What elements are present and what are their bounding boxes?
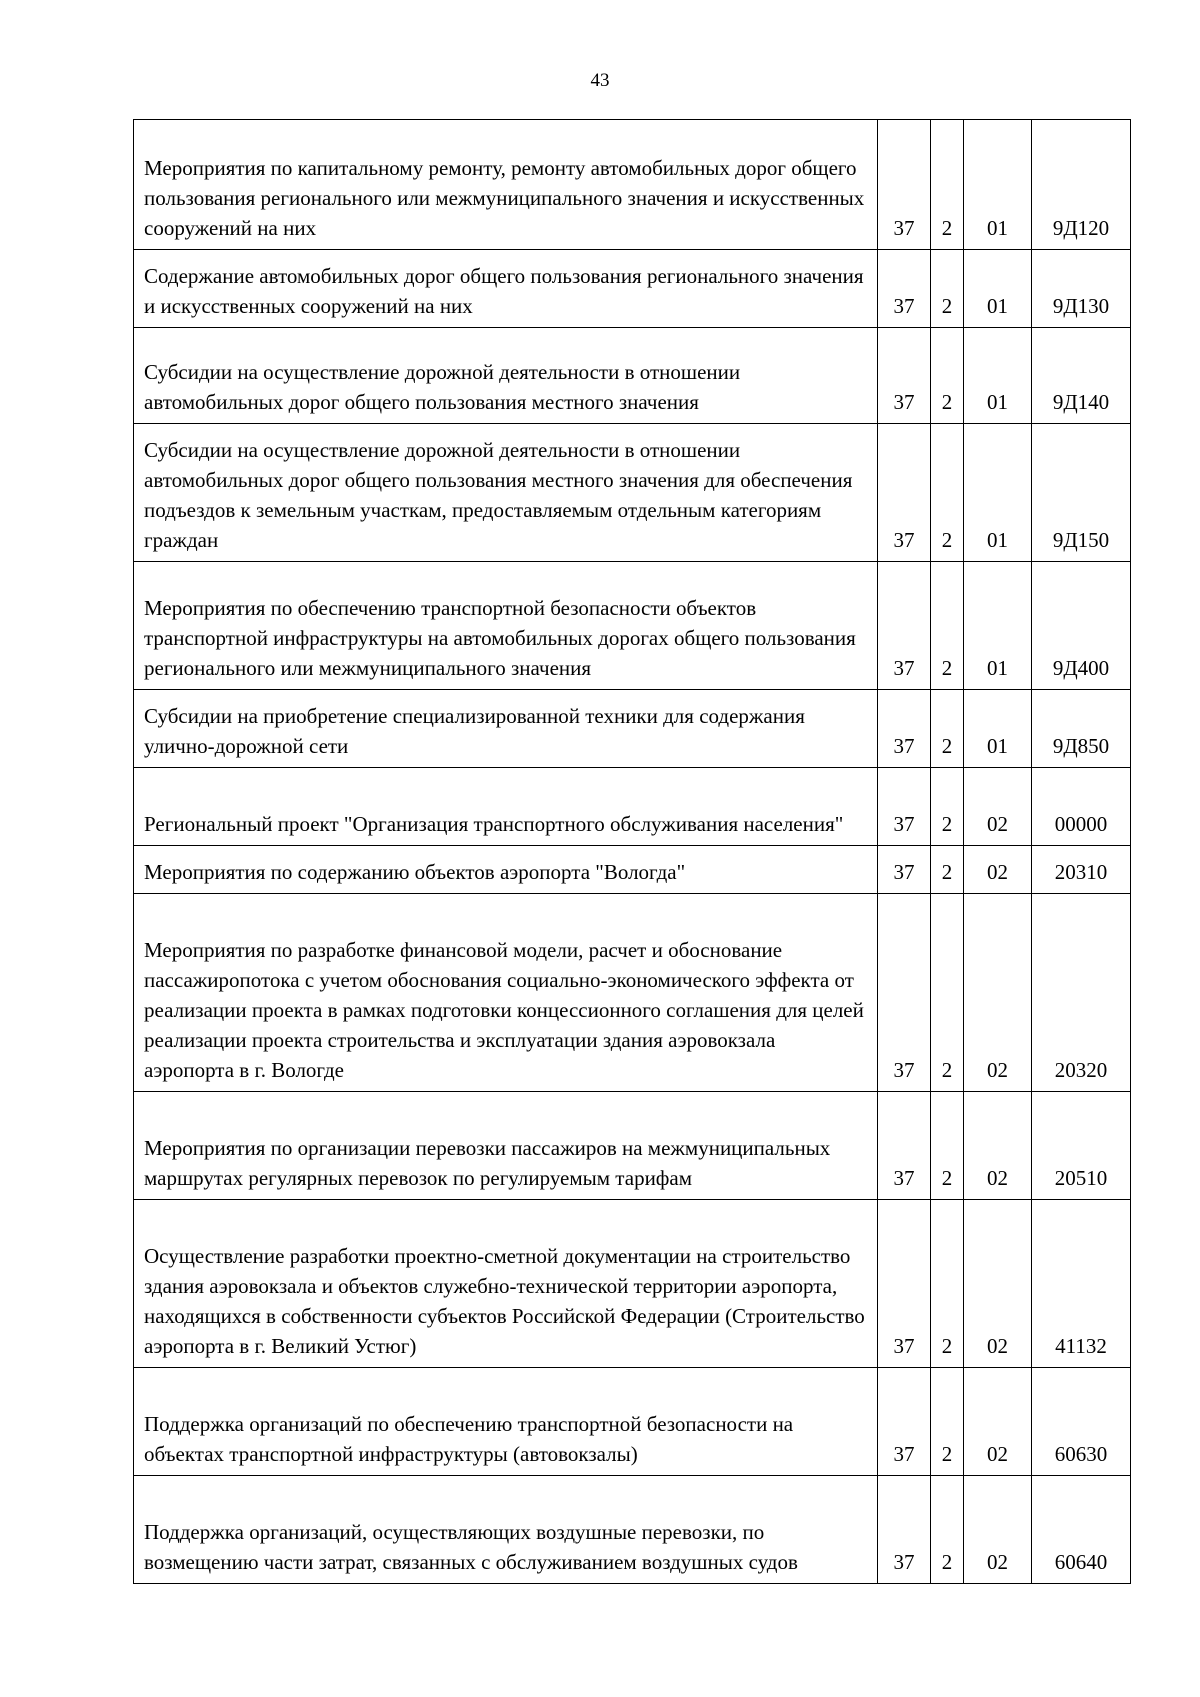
row-name-cell: Осуществление разработки проектно-сметной документации на строительство здания аэровокзала и объектов служебно-технической территории аэропорта, находящихся в собственности субъектов Российской Федерации (Строительство аэропорта в г. Великий Устюг) bbox=[134, 1200, 878, 1368]
project-code-cell: 01 bbox=[964, 250, 1032, 328]
subprogram-code-cell: 2 bbox=[931, 120, 964, 250]
subprogram-code-cell: 2 bbox=[931, 1476, 964, 1584]
table-row bbox=[134, 690, 1131, 768]
program-code-cell: 37 bbox=[878, 328, 931, 424]
page-number: 43 bbox=[590, 70, 610, 91]
project-code-cell: 01 bbox=[964, 690, 1032, 768]
row-name-cell: Субсидии на осуществление дорожной деятельности в отношении автомобильных дорог общего пользования местного значения для обеспечения подъездов к земельным участкам, предоставляемым отдельным категориям граждан bbox=[134, 424, 878, 562]
direction-code-cell: 20310 bbox=[1032, 846, 1131, 894]
project-code-cell: 02 bbox=[964, 1200, 1032, 1368]
project-code-cell: 02 bbox=[964, 768, 1032, 846]
row-name-cell: Мероприятия по обеспечению транспортной безопасности объектов транспортной инфраструктуры на автомобильных дорогах общего пользования регионального или межмуниципального значения bbox=[134, 562, 878, 690]
subprogram-code-cell: 2 bbox=[931, 424, 964, 562]
row-name-cell: Содержание автомобильных дорог общего пользования регионального значения и искусственных сооружений на них bbox=[134, 250, 878, 328]
row-name-cell: Субсидии на осуществление дорожной деятельности в отношении автомобильных дорог общего пользования местного значения bbox=[134, 328, 878, 424]
project-code-cell: 01 bbox=[964, 120, 1032, 250]
subprogram-code-cell: 2 bbox=[931, 1200, 964, 1368]
table-row bbox=[134, 894, 1131, 1092]
program-code-cell: 37 bbox=[878, 846, 931, 894]
project-code-cell: 02 bbox=[964, 1368, 1032, 1476]
program-code-cell: 37 bbox=[878, 894, 931, 1092]
program-code-cell: 37 bbox=[878, 120, 931, 250]
subprogram-code-cell: 2 bbox=[931, 768, 964, 846]
table-row bbox=[134, 424, 1131, 562]
row-name-cell: Региональный проект "Организация транспортного обслуживания населения" bbox=[134, 768, 878, 846]
program-code-cell: 37 bbox=[878, 562, 931, 690]
table-row bbox=[134, 328, 1131, 424]
direction-code-cell: 41132 bbox=[1032, 1200, 1131, 1368]
direction-code-cell: 20320 bbox=[1032, 894, 1131, 1092]
table-row bbox=[134, 250, 1131, 328]
project-code-cell: 02 bbox=[964, 894, 1032, 1092]
project-code-cell: 02 bbox=[964, 1092, 1032, 1200]
direction-code-cell: 20510 bbox=[1032, 1092, 1131, 1200]
row-name-cell: Поддержка организаций по обеспечению транспортной безопасности на объектах транспортной инфраструктуры (автовокзалы) bbox=[134, 1368, 878, 1476]
project-code-cell: 01 bbox=[964, 328, 1032, 424]
row-name-cell: Мероприятия по организации перевозки пассажиров на межмуниципальных маршрутах регулярных перевозок по регулируемым тарифам bbox=[134, 1092, 878, 1200]
table-row bbox=[134, 1368, 1131, 1476]
direction-code-cell: 00000 bbox=[1032, 768, 1131, 846]
row-name-cell: Мероприятия по капитальному ремонту, ремонту автомобильных дорог общего пользования регионального или межмуниципального значения и искусственных сооружений на них bbox=[134, 120, 878, 250]
subprogram-code-cell: 2 bbox=[931, 250, 964, 328]
subprogram-code-cell: 2 bbox=[931, 328, 964, 424]
program-code-cell: 37 bbox=[878, 1200, 931, 1368]
budget-classification-table bbox=[133, 119, 1131, 1584]
table-row bbox=[134, 1200, 1131, 1368]
subprogram-code-cell: 2 bbox=[931, 1368, 964, 1476]
program-code-cell: 37 bbox=[878, 1092, 931, 1200]
program-code-cell: 37 bbox=[878, 768, 931, 846]
project-code-cell: 01 bbox=[964, 562, 1032, 690]
row-name-cell: Поддержка организаций, осуществляющих воздушные перевозки, по возмещению части затрат, связанных с обслуживанием воздушных судов bbox=[134, 1476, 878, 1584]
subprogram-code-cell: 2 bbox=[931, 562, 964, 690]
direction-code-cell: 60630 bbox=[1032, 1368, 1131, 1476]
direction-code-cell: 9Д400 bbox=[1032, 562, 1131, 690]
table-row bbox=[134, 768, 1131, 846]
row-name-cell: Мероприятия по разработке финансовой модели, расчет и обоснование пассажиропотока с учетом обоснования социально-экономического эффекта от реализации проекта в рамках подготовки концессионного соглашения для целей реализации проекта строительства и эксплуатации здания аэровокзала аэропорта в г. Вологде bbox=[134, 894, 878, 1092]
subprogram-code-cell: 2 bbox=[931, 894, 964, 1092]
direction-code-cell: 9Д140 bbox=[1032, 328, 1131, 424]
row-name-cell: Мероприятия по содержанию объектов аэропорта "Вологда" bbox=[134, 846, 878, 894]
direction-code-cell: 9Д850 bbox=[1032, 690, 1131, 768]
project-code-cell: 02 bbox=[964, 1476, 1032, 1584]
direction-code-cell: 9Д120 bbox=[1032, 120, 1131, 250]
subprogram-code-cell: 2 bbox=[931, 846, 964, 894]
table-row bbox=[134, 1092, 1131, 1200]
table-row bbox=[134, 846, 1131, 894]
direction-code-cell: 9Д130 bbox=[1032, 250, 1131, 328]
program-code-cell: 37 bbox=[878, 1476, 931, 1584]
subprogram-code-cell: 2 bbox=[931, 1092, 964, 1200]
direction-code-cell: 60640 bbox=[1032, 1476, 1131, 1584]
table-row bbox=[134, 1476, 1131, 1584]
program-code-cell: 37 bbox=[878, 1368, 931, 1476]
subprogram-code-cell: 2 bbox=[931, 690, 964, 768]
row-name-cell: Субсидии на приобретение специализированной техники для содержания улично-дорожной сети bbox=[134, 690, 878, 768]
table-row bbox=[134, 562, 1131, 690]
direction-code-cell: 9Д150 bbox=[1032, 424, 1131, 562]
project-code-cell: 02 bbox=[964, 846, 1032, 894]
table-row bbox=[134, 120, 1131, 250]
program-code-cell: 37 bbox=[878, 690, 931, 768]
project-code-cell: 01 bbox=[964, 424, 1032, 562]
program-code-cell: 37 bbox=[878, 424, 931, 562]
program-code-cell: 37 bbox=[878, 250, 931, 328]
